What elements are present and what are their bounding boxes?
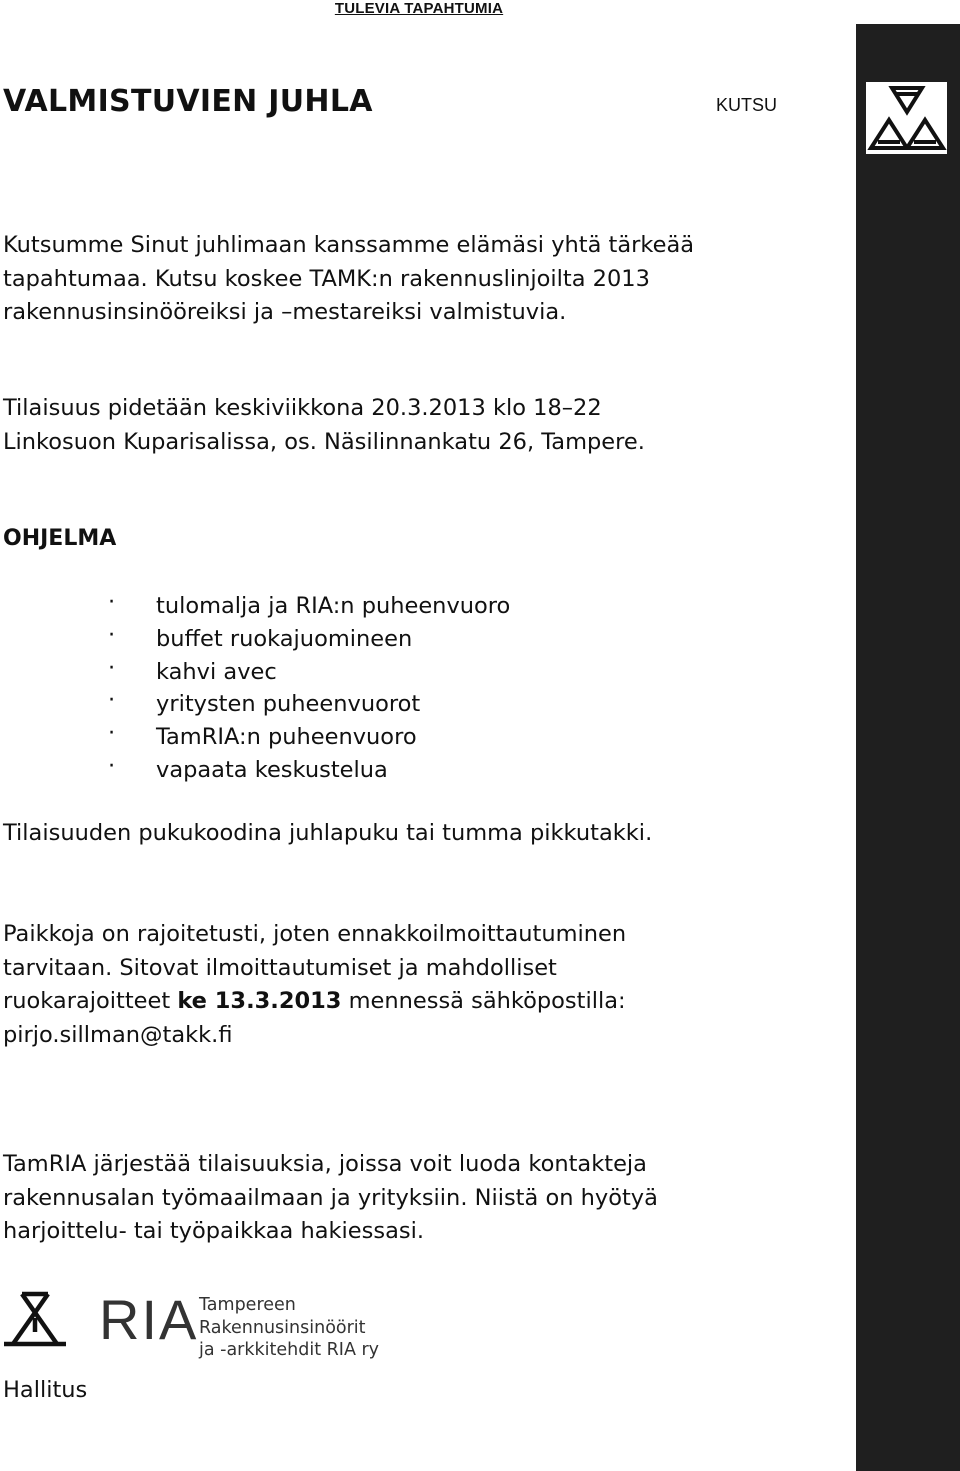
invitation-title: VALMISTUVIEN JUHLA	[3, 84, 373, 119]
ria-triangle-emblem-icon	[866, 82, 947, 154]
ria-logo: RIA	[99, 1288, 199, 1351]
signature: Hallitus	[3, 1377, 88, 1403]
dress-code: Tilaisuuden pukukoodina juhlapuku tai tumma pikkutakki.	[3, 820, 653, 846]
list-item: · yritysten puheenvuorot	[108, 687, 421, 718]
contact-email[interactable]: pirjo.sillman@takk.fi	[3, 1021, 233, 1048]
list-item: · buffet ruokajuomineen	[108, 621, 413, 652]
list-item: · kahvi avec	[108, 654, 277, 685]
section-header: TULEVIA TAPAHTUMIA	[334, 0, 504, 17]
program-list	[108, 590, 510, 787]
sidebar-band	[856, 24, 960, 1471]
registration-info: Paikkoja on rajoitetusti, joten ennakkoilmoittautuminen tarvitaan. Sitovat ilmoittautumiset ja mahdolliset ruokarajoitteet ke 13.3.2013 mennessä sähköpostilla: pirjo.sillman@takk.fi	[3, 918, 833, 1052]
list-item: · tulomalja ja RIA:n puheenvuoro	[108, 589, 511, 619]
ria-mark-icon	[0, 1288, 70, 1352]
list-item: · vapaata keskustelua	[108, 752, 388, 783]
organization-name: Tampereen Rakennusinsinöörit ja -arkkitehdit RIA ry	[199, 1295, 380, 1360]
invitation-tag: KUTSU	[716, 95, 778, 115]
event-details: Tilaisuus pidetään keskiviikkona 20.3.2013 klo 18–22 Linkosuon Kuparisalissa, os. Näsilinnankatu 26, Tampere.	[3, 395, 645, 455]
intro-paragraph: Kutsumme Sinut juhlimaan kanssamme elämäsi yhtä tärkeää tapahtumaa. Kutsu koskee TAMK:n rakennuslinjoilta 2013 rakennusinsinööreiksi ja –mestareiksi valmistuvia.	[3, 232, 695, 325]
closing-paragraph: TamRIA järjestää tilaisuuksia, joissa voit luoda kontakteja rakennusalan työmaailmaan ja yrityksiin. Niistä on hyötyä harjoittelu- tai työpaikkaa hakiessasi.	[3, 1151, 658, 1244]
list-item: · TamRIA:n puheenvuoro	[108, 720, 417, 751]
registration-deadline: ke 13.3.2013	[177, 988, 342, 1014]
program-heading: OHJELMA	[3, 526, 117, 551]
